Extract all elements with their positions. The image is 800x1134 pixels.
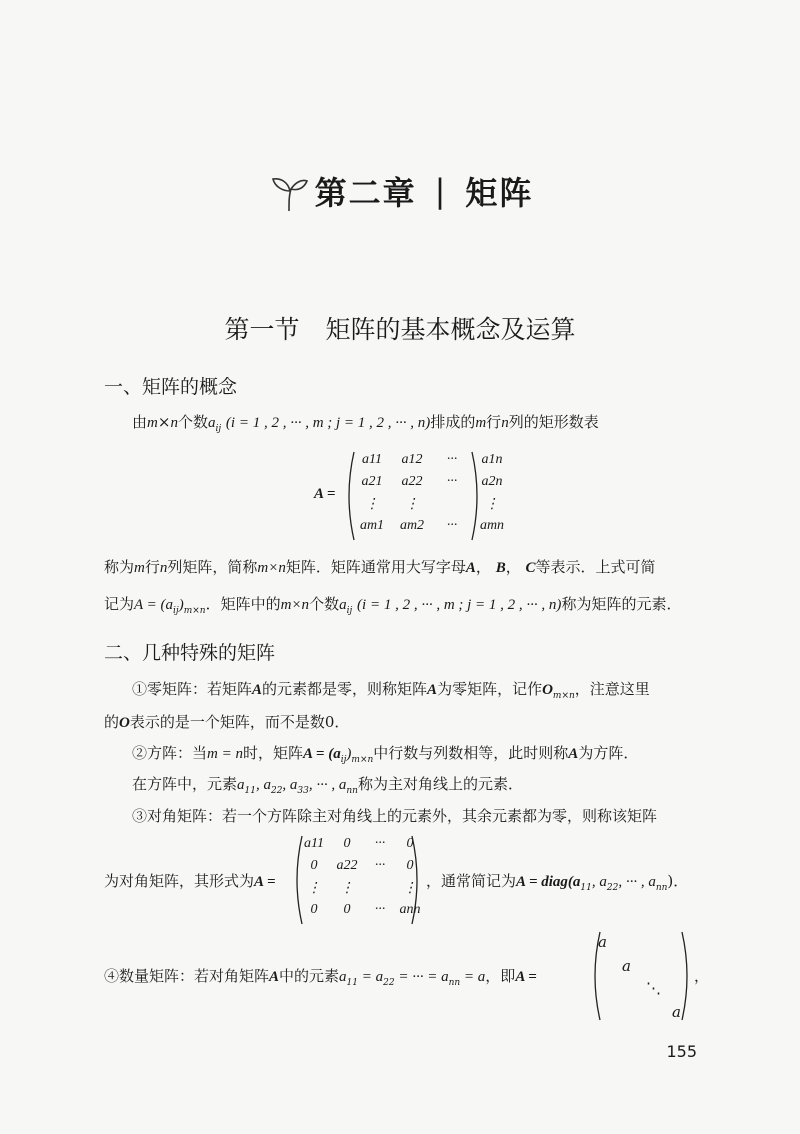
para-notation-line1: 称为m行n列矩阵，简称m×n矩阵．矩阵通常用大写字母A， B， C等表示．上式可简 <box>104 558 656 576</box>
general-matrix-cell: ··· <box>446 474 458 489</box>
chapter-title: 矩阵 <box>465 174 534 212</box>
diagonal-matrix-grid <box>298 836 424 924</box>
right-paren <box>470 450 484 542</box>
scalar-cell-dots: ⋱ <box>646 979 661 997</box>
para-definition: 由m×n个数$a_{ij}$ (i = 1 , 2 , ··· , m ; j = 1 , 2 , ··· , n)排成的m行n列的矩形数表 <box>132 413 599 434</box>
section-name: 矩阵的基本概念及运算 <box>325 315 576 344</box>
general-matrix-cell: ⋮ <box>365 497 379 512</box>
item-zero-matrix-line2: 的O表示的是一个矩阵，而不是数0． <box>104 713 350 731</box>
general-matrix-cell: a2n <box>481 474 503 489</box>
scalar-right-paren <box>680 930 694 1022</box>
general-matrix-cell <box>432 496 472 518</box>
diagonal-matrix-cell: 0 <box>343 836 351 851</box>
diagonal-matrix-cell: a22 <box>336 858 358 873</box>
diagonal-matrix-cell: ⋮ <box>403 881 417 896</box>
item-square-matrix-line1: ②方阵：当m = n时，矩阵$A = (a_{ij})_{m\times n}$中行数与列数相等，此时则称A为方阵． <box>132 744 639 765</box>
item-diagonal-matrix-line1: ③对角矩阵：若一个方阵除主对角线上的元素外，其余元素都为零，则称该矩阵 <box>132 807 658 825</box>
general-matrix-cell: a21 <box>361 474 383 489</box>
chapter-separator: | <box>434 172 448 210</box>
item-diagonal-matrix-line2a: 为对角矩阵，其形式为A = <box>104 872 276 890</box>
general-matrix-grid <box>352 452 512 540</box>
chapter-number: 第二章 <box>314 174 417 212</box>
diagonal-matrix-cell <box>364 880 396 902</box>
diagonal-matrix-cell: 0 <box>343 902 351 917</box>
diagonal-matrix-cell: 0 <box>310 858 318 873</box>
diagonal-matrix-cell: ⋮ <box>307 881 321 896</box>
diagonal-matrix-cell: 0 <box>310 902 318 917</box>
general-matrix-cell: am2 <box>399 518 425 533</box>
heading-matrix-concept: 一、矩阵的概念 <box>104 376 238 398</box>
section-title <box>0 310 800 346</box>
diagonal-matrix-cell: ann <box>399 902 421 917</box>
general-matrix-cell: ⋮ <box>405 497 419 512</box>
item-square-matrix-line2: 在方阵中，元素$a_{11}$, $a_{22}$, $a_{33}$, ··· , $a_{nn}$称为主对角线上的元素． <box>132 775 523 796</box>
general-matrix-cell: a22 <box>401 474 423 489</box>
diagonal-matrix-cell: ⋮ <box>340 881 354 896</box>
general-matrix-cell: ··· <box>446 518 458 533</box>
heading-special-matrices: 二、几种特殊的矩阵 <box>104 642 276 664</box>
scalar-cell-1: a <box>598 933 607 951</box>
general-matrix-cell: ⋮ <box>485 497 499 512</box>
item-zero-matrix-line1: ①零矩阵：若矩阵A的元素都是零，则称矩阵A为零矩阵，记作$O_{m\times n}$，注意这里 <box>132 680 650 701</box>
matrix-lhs: A = <box>314 486 336 502</box>
scalar-comma: ， <box>694 967 710 985</box>
para-notation-line2: 记为$A = (a_{ij})_{m\times n}$．矩阵中的m×n个数$a_{ij}$ (i = 1 , 2 , ··· , m ; j = 1 , 2 , ··· , n)称为矩阵的元素． <box>104 595 682 616</box>
section-number: 第一节 <box>224 315 300 344</box>
diagonal-matrix-cell: 0 <box>406 836 414 851</box>
diagonal-matrix-cell: ··· <box>374 902 386 917</box>
diagonal-matrix-cell: ··· <box>374 836 386 851</box>
diagonal-matrix-cell: a11 <box>304 836 324 851</box>
chapter-heading <box>0 168 800 214</box>
item-diagonal-matrix-line2b: ，通常简记为$A = diag(a_{11}$, $a_{22}$, ··· , $a_{nn}$)． <box>426 872 689 893</box>
scalar-cell-2: a <box>622 957 631 975</box>
sprout-icon <box>267 169 311 213</box>
scalar-cell-4: a <box>672 1003 681 1021</box>
general-matrix-cell: amn <box>479 518 505 533</box>
diagonal-matrix-cell: 0 <box>406 858 414 873</box>
general-matrix-cell: a11 <box>362 452 382 467</box>
general-matrix-cell: a1n <box>481 452 503 467</box>
diagonal-matrix-cell: ··· <box>374 858 386 873</box>
page-number: 155 <box>666 1042 697 1061</box>
diag-right-paren <box>410 834 424 926</box>
general-matrix-cell: a12 <box>401 452 423 467</box>
item-scalar-matrix: ④数量矩阵：若对角矩阵A中的元素$a_{11} = a_{22}$ = ··· = $a_{nn} = a$，即A = <box>104 967 537 988</box>
general-matrix-cell: am1 <box>359 518 385 533</box>
general-matrix-cell: ··· <box>446 452 458 467</box>
